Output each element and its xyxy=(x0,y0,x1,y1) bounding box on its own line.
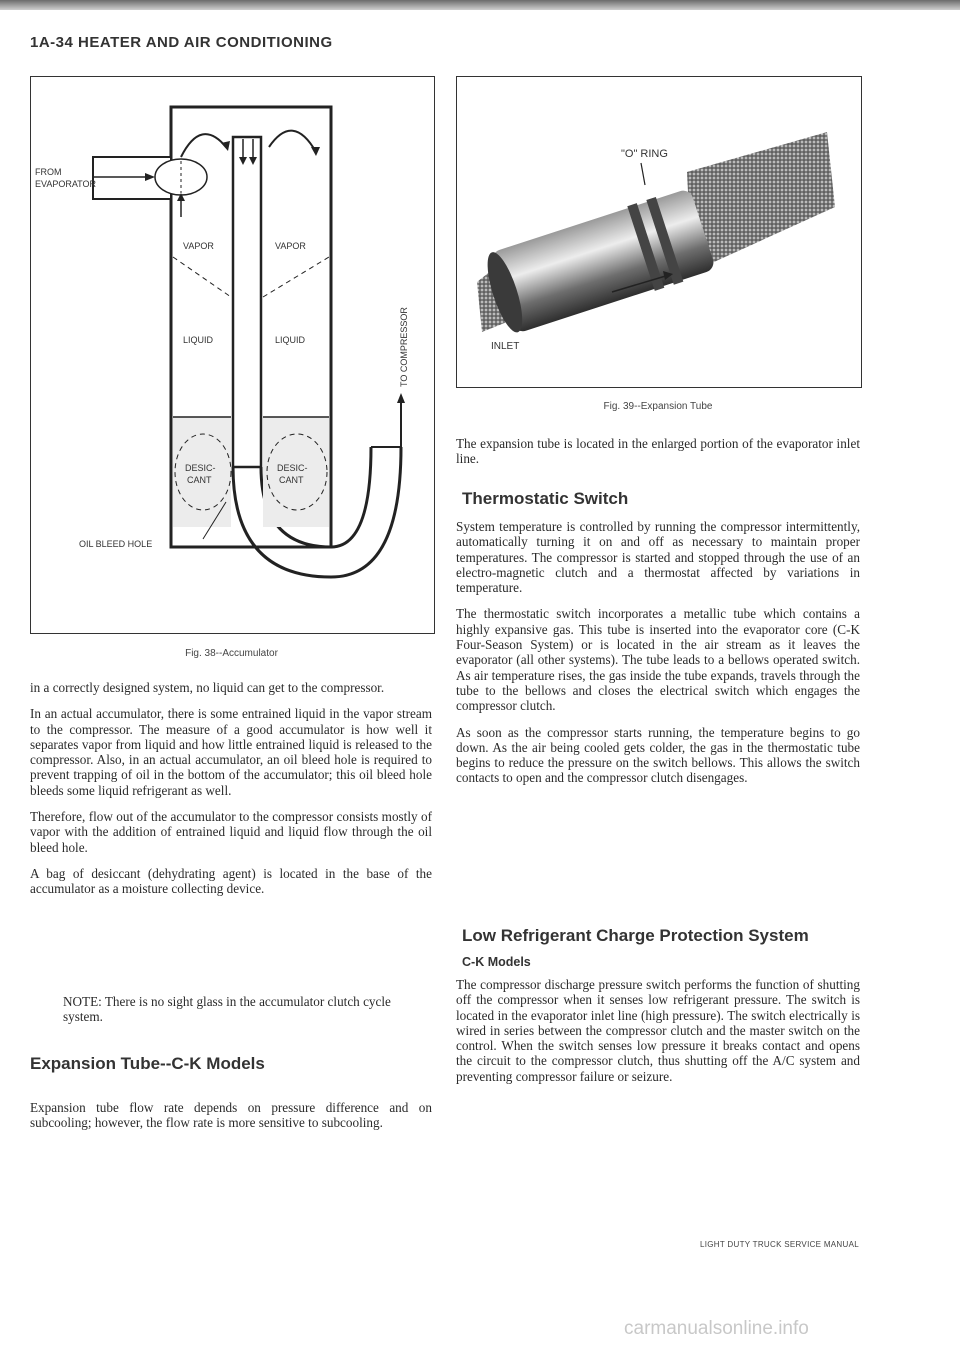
caption-fig39: Fig. 39--Expansion Tube xyxy=(603,401,713,412)
figure-accumulator xyxy=(30,76,435,634)
label-inlet: INLET xyxy=(491,341,520,352)
top-rule xyxy=(0,0,960,10)
label-o-ring: "O" RING xyxy=(621,148,668,160)
label-evaporator: EVAPORATOR xyxy=(35,179,97,189)
label-liquid-right: LIQUID xyxy=(275,335,306,345)
paragraph: In an actual accumulator, there is some entrained liquid in the vapor stream to the compressor. The measure of a good accumulator is how well it separates vapor from liquid and how little entrained liquid is released to the compressor. Also, in an actual accumulator, an oil bleed hole is required to prevent trapping of oil in the bottom of the accumulator; this oil bleed hole bleeds some liquid refrigerant as well. xyxy=(30,706,432,798)
figure-expansion-tube xyxy=(456,76,862,388)
paragraph: The thermostatic switch incorporates a metallic tube which contains a highly expansive gas. This tube is inserted into the evaporator core (C-K Four-Season System) or is located in the air stream as it leaves the evaporator (all other systems). The tube leads to a bellows operated switch. As air temperature rises, the gas inside the tube expands, travels through the tube to the bellows and closes the electrical switch which engages the compressor clutch. xyxy=(456,606,860,714)
right-column-mid xyxy=(456,519,860,797)
footer-manual-name: LIGHT DUTY TRUCK SERVICE MANUAL xyxy=(700,1240,859,1249)
paragraph: The expansion tube is located in the enlarged portion of the evaporator inlet line. xyxy=(456,436,860,467)
label-vapor-left: VAPOR xyxy=(183,241,214,251)
paragraph: Therefore, flow out of the accumulator to the compressor consists mostly of vapor with the addition of entrained liquid and liquid flow through the oil bleed hole. xyxy=(30,809,432,855)
heading-expansion-tube: Expansion Tube--C-K Models xyxy=(30,1054,265,1073)
expansion-tube-diagram xyxy=(457,77,861,387)
paragraph: As soon as the compressor starts running, the temperature begins to go down. As the air being cooled gets colder, the gas in the thermostatic tube begins to reduce the pressure on the switch bellows. This allows the switch contacts to open and the compressor clutch disengages. xyxy=(456,724,860,786)
right-column-intro xyxy=(456,436,860,478)
label-desiccant-left-1: DESIC- xyxy=(185,463,216,473)
label-vapor-right: VAPOR xyxy=(275,241,306,251)
paragraph: The compressor discharge pressure switch performs the function of shutting off the compressor when it senses low refrigerant pressure. The switch is located in the evaporator inlet line (high pressure). The switch electrically is wired in series between the compressor clutch and the master switch on the control. When the switch senses low pressure it breaks contact and opens the circuit to the compressor clutch, thus shutting off the A/C system and preventing compressor failure or seizure. xyxy=(456,977,860,1084)
label-desiccant-right-1: DESIC- xyxy=(277,463,308,473)
label-oil-bleed-hole: OIL BLEED HOLE xyxy=(79,539,153,549)
left-column-bottom xyxy=(30,1100,432,1142)
heading-thermostatic-switch: Thermostatic Switch xyxy=(462,489,629,508)
subheading-ck-models: C-K Models xyxy=(462,955,531,969)
watermark[interactable]: carmanualsonline.info xyxy=(624,1318,809,1339)
accumulator-diagram xyxy=(31,77,434,633)
left-column-top xyxy=(30,680,432,908)
label-desiccant-right-2: CANT xyxy=(279,475,304,485)
right-column-bottom xyxy=(456,977,860,1095)
label-liquid-left: LIQUID xyxy=(183,335,214,345)
note: NOTE: There is no sight glass in the accumulator clutch cycle system. xyxy=(63,994,391,1025)
label-from: FROM xyxy=(35,167,62,177)
paragraph: System temperature is controlled by running the compressor intermittently, automatically turning it on and off as necessary to maintain proper temperatures. The compressor is started and stopped through the use of an electro-magnetic clutch and a thermostat affected by variations in temperature. xyxy=(456,519,860,596)
caption-fig38: Fig. 38--Accumulator xyxy=(185,648,278,659)
paragraph: A bag of desiccant (dehydrating agent) is located in the base of the accumulator as a moisture collecting device. xyxy=(30,865,432,897)
label-desiccant-left-2: CANT xyxy=(187,475,212,485)
running-head: 1A-34 HEATER AND AIR CONDITIONING xyxy=(30,34,333,51)
paragraph: Expansion tube flow rate depends on pressure difference and on subcooling; however, the flow rate is more sensitive to subcooling. xyxy=(30,1100,432,1131)
label-to-compressor: TO COMPRESSOR xyxy=(399,307,409,387)
heading-low-refrigerant: Low Refrigerant Charge Protection System xyxy=(462,926,809,945)
paragraph: in a correctly designed system, no liquid can get to the compressor. xyxy=(30,680,385,695)
